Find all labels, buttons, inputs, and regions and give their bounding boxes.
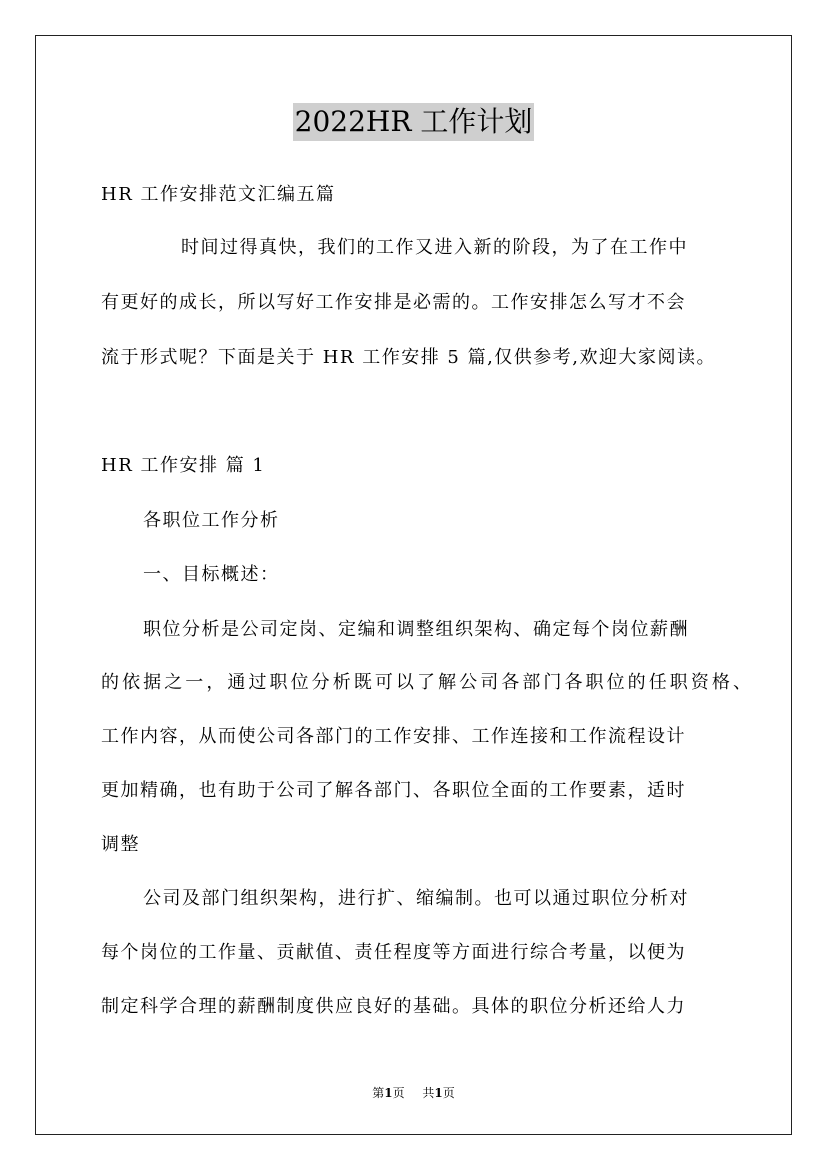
intro-line-2: 有更好的成长，所以写好工作安排是必需的。工作安排怎么写才不会 bbox=[101, 292, 686, 313]
sub-heading: 各职位工作分析 bbox=[143, 510, 280, 531]
footer-page-suffix: 页 bbox=[392, 1086, 405, 1100]
paragraph2-line-2: 每个岗位的工作量、贡献值、责任程度等方面进行综合考量，以便为 bbox=[101, 942, 686, 963]
document-subtitle: HR 工作安排范文汇编五篇 bbox=[101, 184, 336, 205]
intro-line-1: 时间过得真快，我们的工作又进入新的阶段，为了在工作中 bbox=[181, 237, 688, 258]
page-footer bbox=[0, 1085, 827, 1101]
footer-total-suffix: 页 bbox=[442, 1086, 455, 1100]
footer-total-prefix: 共 bbox=[422, 1086, 435, 1100]
paragraph2-line-1: 公司及部门组织架构，进行扩、缩编制。也可以通过职位分析对 bbox=[143, 888, 689, 909]
paragraph1-line-5: 调整 bbox=[101, 834, 140, 855]
point-heading: 一、目标概述： bbox=[143, 564, 280, 585]
document-title: 2022HR 工作计划 bbox=[293, 103, 535, 141]
paragraph1-line-1: 职位分析是公司定岗、定编和调整组织架构、确定每个岗位薪酬 bbox=[143, 619, 689, 640]
title-container bbox=[0, 103, 827, 141]
section-heading: HR 工作安排 篇 1 bbox=[101, 455, 266, 476]
footer-page-prefix: 第 bbox=[372, 1086, 385, 1100]
intro-line-3: 流于形式呢？下面是关于 HR 工作安排 5 篇,仅供参考,欢迎大家阅读。 bbox=[101, 347, 717, 368]
footer-total-pages: 1 bbox=[434, 1086, 443, 1100]
paragraph2-line-3: 制定科学合理的薪酬制度供应良好的基础。具体的职位分析还给人力 bbox=[101, 996, 686, 1017]
footer-page-number: 1 bbox=[384, 1086, 393, 1100]
paragraph1-line-3: 工作内容，从而使公司各部门的工作安排、工作连接和工作流程设计 bbox=[101, 726, 686, 747]
paragraph1-line-2: 的依据之一，通过职位分析既可以了解公司各部门各职位的任职资格、 bbox=[101, 672, 751, 693]
paragraph1-line-4: 更加精确，也有助于公司了解各部门、各职位全面的工作要素，适时 bbox=[101, 780, 686, 801]
